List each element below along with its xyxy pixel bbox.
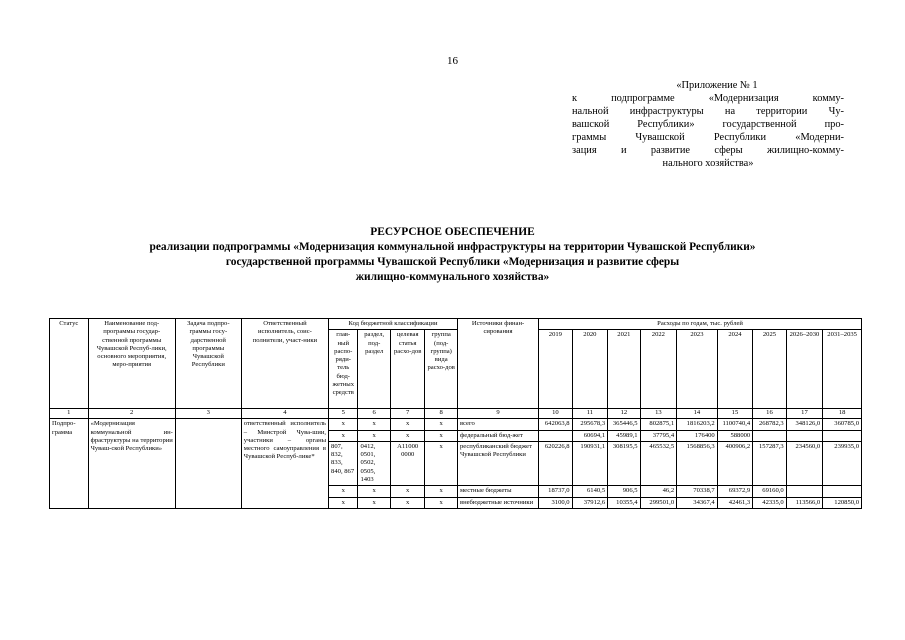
title-line: государственной программы Чувашской Республики «Модернизация и развитие сферы (225, 256, 680, 268)
expense-group-cell: x (425, 430, 458, 441)
main-manager-cell: x (329, 486, 358, 497)
column-number: 11 (572, 409, 608, 419)
expense-group-cell: x (425, 486, 458, 497)
appendix-line: граммы Чувашской Республики «Модерни- (572, 132, 844, 143)
value-cell: 268782,3 (753, 419, 786, 430)
value-cell: 6140,5 (572, 486, 608, 497)
value-cell (823, 486, 862, 497)
header-target-item: целевая статья расхо-дов (390, 330, 425, 409)
target-item-cell: A11000 0000 (390, 441, 425, 485)
header-task: Задача подпро-граммы госу-дарственной программы Чувашской Республики (175, 319, 241, 409)
value-cell: 18737,0 (539, 486, 572, 497)
appendix-line: к подпрограмме «Модернизация комму- (572, 93, 844, 104)
value-cell: 1568856,3 (677, 441, 718, 485)
column-number: 15 (717, 409, 753, 419)
column-number: 13 (640, 409, 677, 419)
header-status: Статус (50, 319, 89, 409)
value-cell: 642063,8 (539, 419, 572, 430)
appendix-line: нальной инфраструктуры на территории Чу- (572, 106, 844, 117)
value-cell: 157287,3 (753, 441, 786, 485)
value-cell: 10355,4 (608, 497, 640, 508)
header-executor: Ответственный исполнитель, соис-полнители, участ-ники (241, 319, 328, 409)
value-cell: 69160,0 (753, 486, 786, 497)
status-cell: Подпро-грамма (50, 419, 89, 509)
expense-group-cell: x (425, 497, 458, 508)
value-cell: 360785,0 (823, 419, 862, 430)
header-year: 2025 (753, 330, 786, 409)
value-cell: 239935,0 (823, 441, 862, 485)
target-item-cell: x (390, 419, 425, 430)
title-line: реализации подпрограммы «Модернизация коммунальной инфраструктуры на территории Чувашской Республики» (149, 241, 756, 253)
section-cell: x (358, 486, 390, 497)
value-cell: 3100,0 (539, 497, 572, 508)
funding-source-cell: внебюджетные источники (457, 497, 538, 508)
section-cell: x (358, 497, 390, 508)
column-number: 9 (457, 409, 538, 419)
header-year: 2026–2030 (786, 330, 823, 409)
header-name: Наименование под-программы государ-ственной программы Чувашской Респуб-лики, основного мероприятия, меро-приятия (88, 319, 175, 409)
appendix-line: «Приложение № 1 (676, 80, 758, 91)
column-number: 17 (786, 409, 823, 419)
value-cell: 234560,0 (786, 441, 823, 485)
appendix-header (572, 79, 844, 170)
value-cell: 465532,5 (640, 441, 677, 485)
funding-source-cell: всего (457, 419, 538, 430)
value-cell (786, 486, 823, 497)
column-number: 14 (677, 409, 718, 419)
column-number: 6 (358, 409, 390, 419)
value-cell: 69372,9 (717, 486, 753, 497)
header-section: раздел, под-раздел (358, 330, 390, 409)
value-cell: 34367,4 (677, 497, 718, 508)
document-title (0, 225, 905, 285)
section-cell: x (358, 419, 390, 430)
value-cell: 295678,3 (572, 419, 608, 430)
value-cell: 176400 (677, 430, 718, 441)
main-manager-cell: x (329, 430, 358, 441)
section-cell: x (358, 430, 390, 441)
funding-source-cell: федеральный бюд-жет (457, 430, 538, 441)
value-cell: 60694,1 (572, 430, 608, 441)
value-cell: 37912,6 (572, 497, 608, 508)
value-cell: 588000 (717, 430, 753, 441)
column-number: 4 (241, 409, 328, 419)
header-expense-group: группа (под-группа) вида расхо-дов (425, 330, 458, 409)
funding-source-cell: республиканский бюджет Чувашской Республики (457, 441, 538, 485)
column-number: 2 (88, 409, 175, 419)
value-cell: 1816203,2 (677, 419, 718, 430)
appendix-line: нального хозяйства» (662, 158, 754, 169)
header-funding-sources: Источники финан-сирования (457, 319, 538, 409)
header-year: 2021 (608, 330, 640, 409)
main-manager-cell: x (329, 497, 358, 508)
value-cell: 802875,1 (640, 419, 677, 430)
target-item-cell: x (390, 430, 425, 441)
value-cell: 400906,2 (717, 441, 753, 485)
column-number: 1 (50, 409, 89, 419)
header-budget-code: Код бюджетной классификации (329, 319, 458, 330)
header-year: 2020 (572, 330, 608, 409)
value-cell (753, 430, 786, 441)
funding-source-cell: местные бюджеты (457, 486, 538, 497)
value-cell: 45989,1 (608, 430, 640, 441)
main-manager-cell: x (329, 419, 358, 430)
target-item-cell: x (390, 486, 425, 497)
value-cell: 37795,4 (640, 430, 677, 441)
executor-cell: ответственный исполнитель – Минстрой Чува-шии, участники – органы местного самоуправления в Чувашской Респуб-лике* (241, 419, 328, 509)
column-number: 5 (329, 409, 358, 419)
value-cell: 1100740,4 (717, 419, 753, 430)
column-number: 18 (823, 409, 862, 419)
expense-group-cell: x (425, 419, 458, 430)
target-item-cell: x (390, 497, 425, 508)
value-cell: 906,5 (608, 486, 640, 497)
value-cell (823, 430, 862, 441)
column-number: 16 (753, 409, 786, 419)
section-cell: 0412, 0501, 0502, 0505, 1403 (358, 441, 390, 485)
title-line: жилищно-коммунального хозяйства» (355, 271, 550, 283)
table-row (50, 419, 862, 430)
value-cell: 308195,5 (608, 441, 640, 485)
page-number: 16 (447, 55, 458, 67)
value-cell: 190931,1 (572, 441, 608, 485)
header-year: 2023 (677, 330, 718, 409)
value-cell: 299501,0 (640, 497, 677, 508)
value-cell (786, 430, 823, 441)
value-cell: 113566,0 (786, 497, 823, 508)
value-cell: 620226,8 (539, 441, 572, 485)
header-year: 2031–2035 (823, 330, 862, 409)
value-cell: 42461,3 (717, 497, 753, 508)
appendix-line: вашской Республики» государственной про- (572, 119, 844, 130)
header-main-manager: глав-ный распо-ряди-тель бюд-жетных средств (329, 330, 358, 409)
header-year: 2024 (717, 330, 753, 409)
header-expenses: Расходы по годам, тыс. рублей (539, 319, 862, 330)
title-line: РЕСУРСНОЕ ОБЕСПЕЧЕНИЕ (370, 226, 535, 238)
value-cell: 120850,0 (823, 497, 862, 508)
value-cell: 70338,7 (677, 486, 718, 497)
value-cell: 46,2 (640, 486, 677, 497)
value-cell: 365446,5 (608, 419, 640, 430)
task-cell (175, 419, 241, 509)
value-cell (539, 430, 572, 441)
column-number: 10 (539, 409, 572, 419)
value-cell: 42335,0 (753, 497, 786, 508)
expense-group-cell: x (425, 441, 458, 485)
value-cell: 348126,0 (786, 419, 823, 430)
main-manager-cell: 807, 832, 833, 840, 867 (329, 441, 358, 485)
header-year: 2019 (539, 330, 572, 409)
appendix-line: зация и развитие сферы жилищно-комму- (572, 145, 844, 156)
column-number: 3 (175, 409, 241, 419)
column-number: 7 (390, 409, 425, 419)
header-year: 2022 (640, 330, 677, 409)
column-number: 8 (425, 409, 458, 419)
subprogram-name-cell: «Модернизация коммунальной ин-фраструктуры на территории Чуваш-ской Республики» (88, 419, 175, 509)
resource-table (49, 318, 862, 509)
column-number: 12 (608, 409, 640, 419)
